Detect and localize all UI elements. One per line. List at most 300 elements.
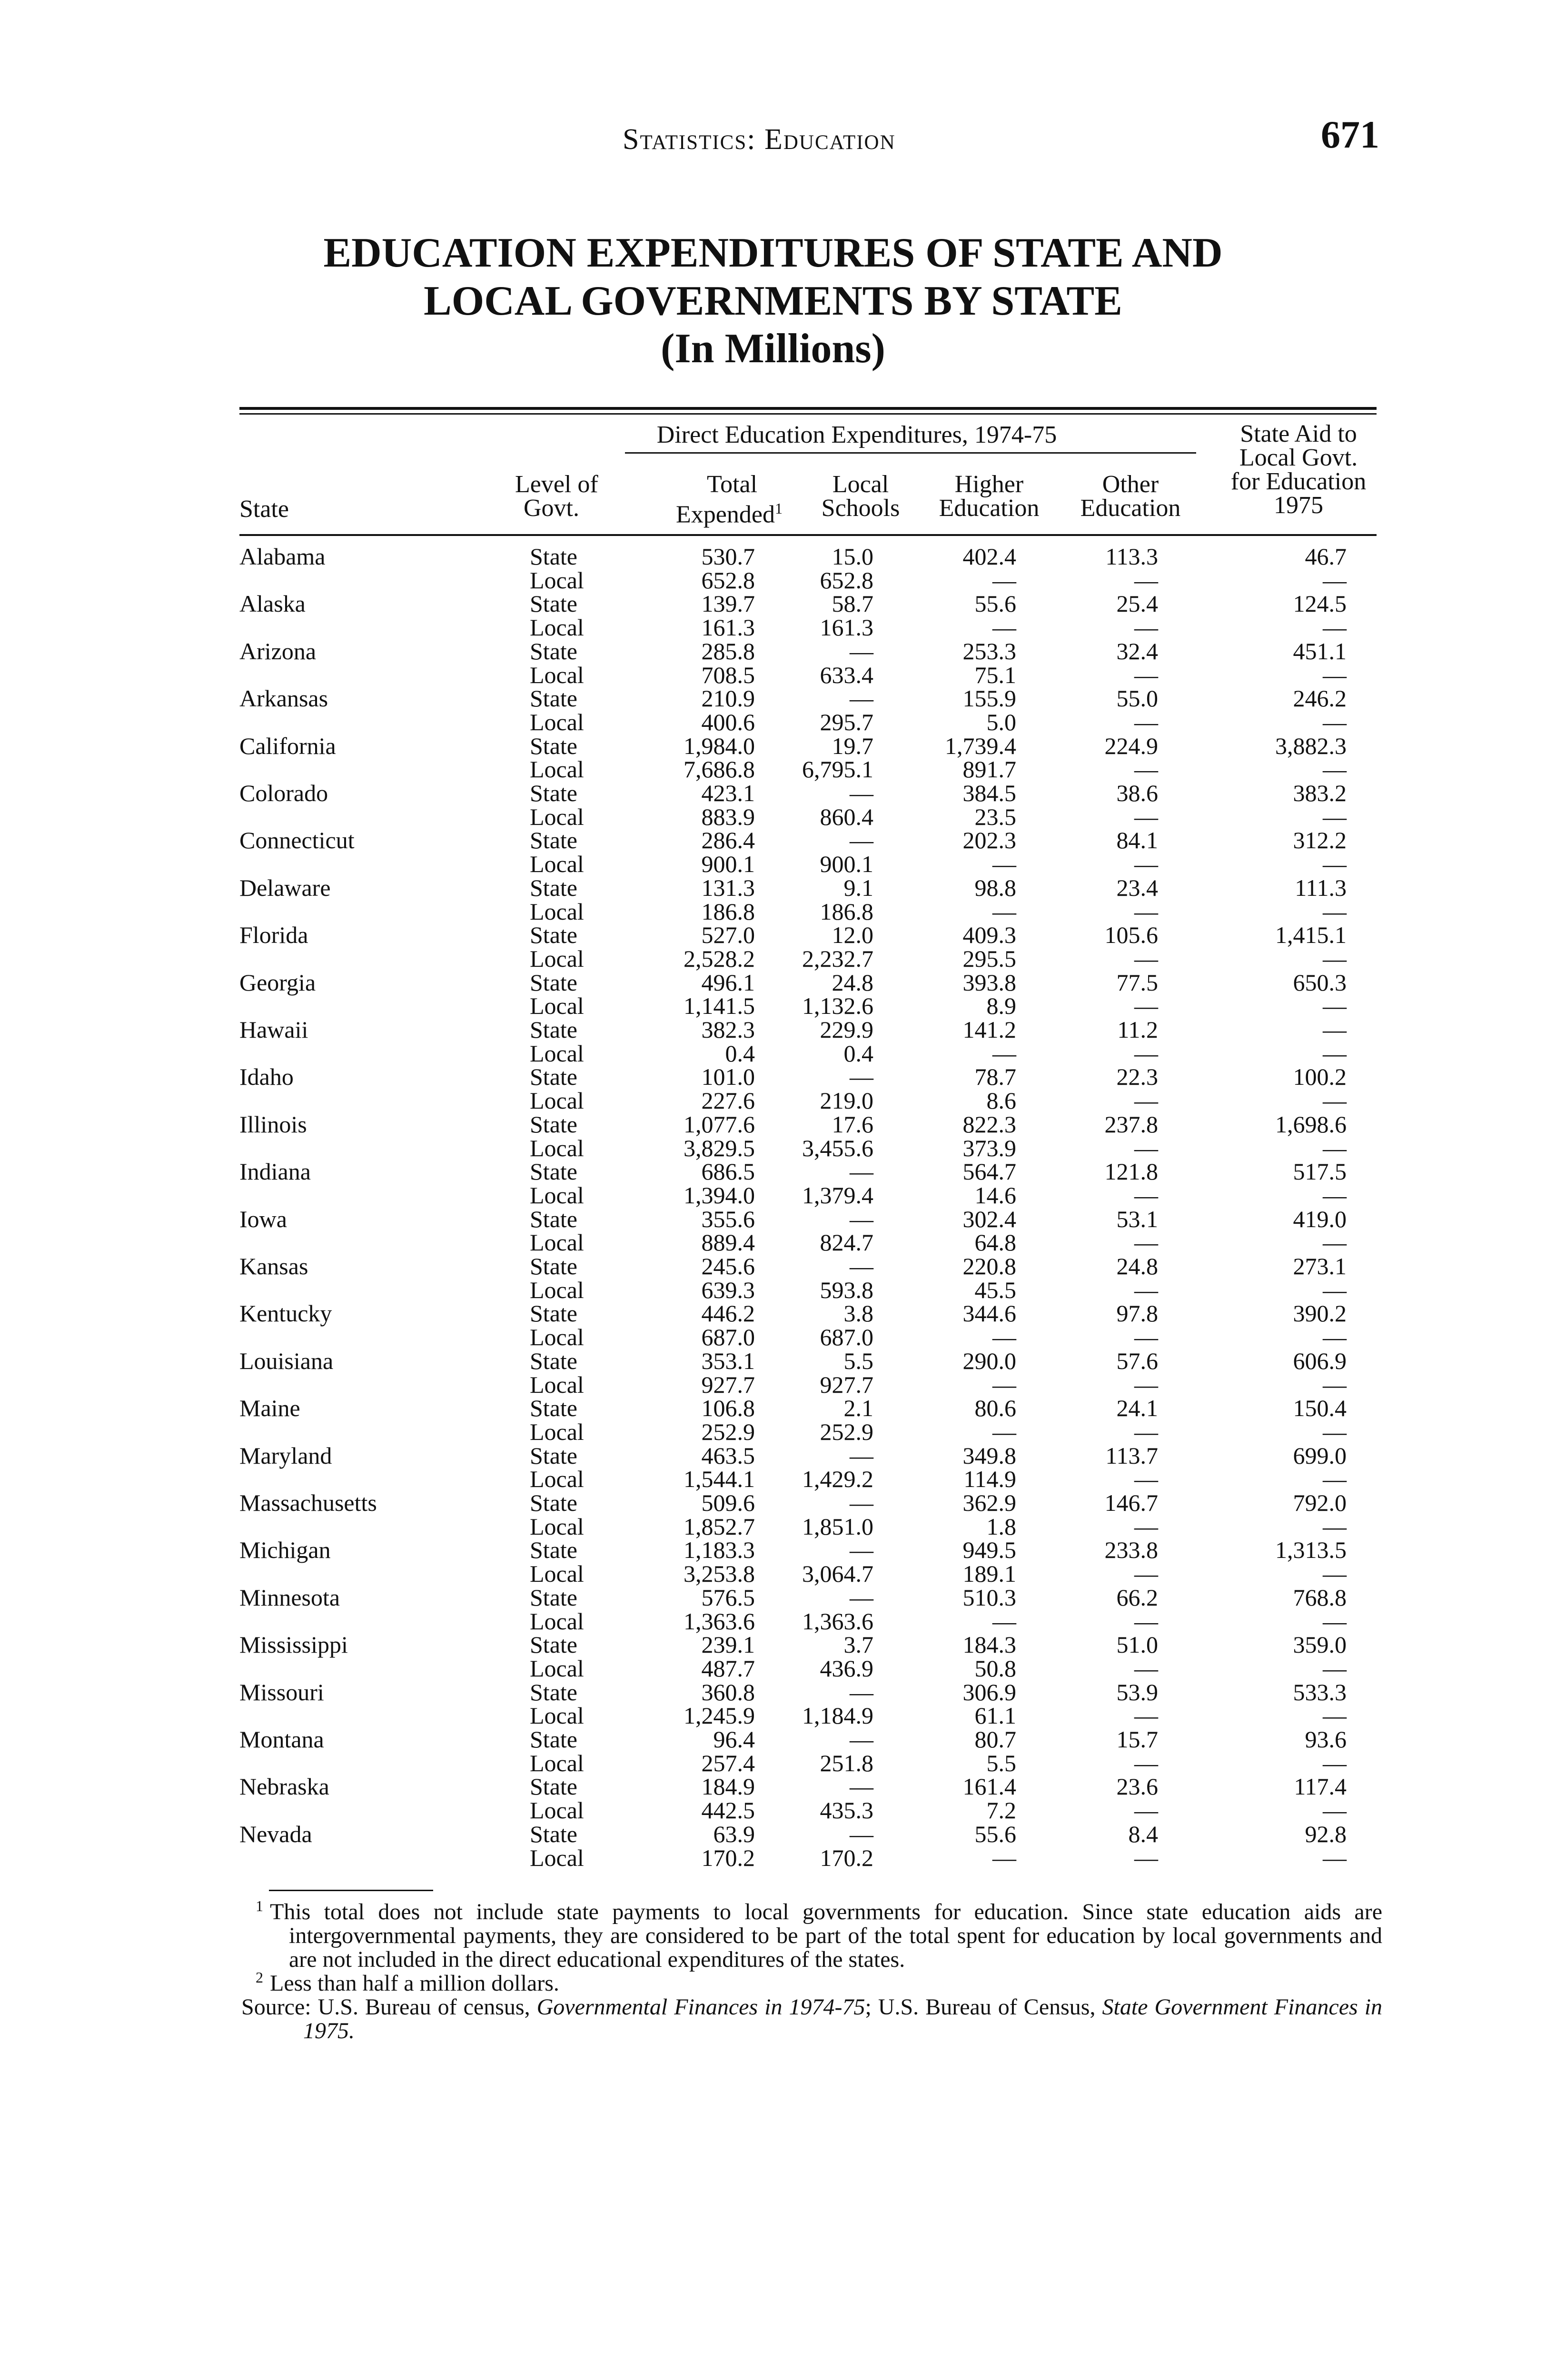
page-title-line2: LOCAL GOVERNMENTS BY STATE: [424, 278, 1122, 324]
local-schools: 633.4: [820, 661, 873, 688]
local-schools: 9.1: [843, 874, 873, 901]
local-schools: —: [850, 1537, 873, 1564]
local-schools: 58.7: [832, 590, 873, 617]
state-aid: —: [1323, 1324, 1347, 1351]
other-education: 84.1: [1116, 827, 1158, 854]
higher-education: 349.8: [962, 1442, 1016, 1469]
source-label: Source: U.S. Bureau of census,: [241, 1994, 530, 2020]
higher-education: 362.9: [962, 1489, 1016, 1516]
table-row: [0, 1846, 1546, 1870]
state-aid: —: [1323, 1607, 1347, 1635]
total-expended: 2,528.2: [684, 945, 755, 972]
table-row: [0, 1396, 1546, 1420]
state-aid: —: [1323, 1016, 1347, 1043]
total-expended: 239.1: [701, 1631, 755, 1658]
local-schools: 2,232.7: [802, 945, 873, 972]
level-of-govt: State: [530, 1631, 577, 1658]
higher-education: 306.9: [962, 1678, 1016, 1706]
other-education: 57.6: [1116, 1347, 1158, 1374]
higher-education: 80.6: [974, 1395, 1016, 1422]
local-schools: 687.0: [820, 1324, 873, 1351]
footnote-ref-1: 1: [774, 500, 783, 517]
total-expended: 186.8: [701, 898, 755, 925]
total-expended: 286.4: [701, 827, 755, 854]
table-row: [0, 1609, 1546, 1633]
local-schools: 435.3: [820, 1797, 873, 1824]
total-expended: 257.4: [701, 1749, 755, 1776]
higher-education: —: [992, 566, 1016, 594]
local-schools: 252.9: [820, 1418, 873, 1445]
level-of-govt: State: [530, 1063, 577, 1091]
total-expended: 927.7: [701, 1371, 755, 1398]
level-of-govt: Local: [530, 1749, 584, 1776]
table-row: [0, 686, 1546, 710]
higher-education: 189.1: [962, 1560, 1016, 1587]
state-aid: 92.8: [1305, 1820, 1347, 1847]
state-name: Nebraska: [239, 1773, 329, 1800]
total-expended: 139.7: [701, 590, 755, 617]
higher-education: 45.5: [974, 1276, 1016, 1303]
local-schools: 5.5: [843, 1347, 873, 1374]
header-other-line2: Education: [1080, 495, 1181, 522]
total-expended: 883.9: [701, 803, 755, 830]
total-expended: 106.8: [701, 1395, 755, 1422]
other-education: —: [1134, 1134, 1158, 1161]
state-aid: 517.5: [1293, 1158, 1347, 1185]
other-education: —: [1134, 1229, 1158, 1256]
state-aid: 650.3: [1293, 969, 1347, 996]
higher-education: 64.8: [974, 1229, 1016, 1256]
total-expended: 0.4: [725, 1040, 755, 1067]
state-aid: 124.5: [1293, 590, 1347, 617]
other-education: 113.7: [1105, 1442, 1158, 1469]
local-schools: 900.1: [820, 851, 873, 878]
state-aid: —: [1323, 1040, 1347, 1067]
local-schools: —: [850, 1584, 873, 1611]
state-aid: 451.1: [1293, 637, 1347, 664]
other-education: —: [1134, 1607, 1158, 1635]
table-row: [0, 1065, 1546, 1089]
table-row: [0, 1325, 1546, 1349]
other-education: 8.4: [1128, 1820, 1158, 1847]
state-aid: 768.8: [1293, 1584, 1347, 1611]
level-of-govt: State: [530, 732, 577, 759]
higher-education: 384.5: [962, 780, 1016, 806]
higher-education: 141.2: [962, 1016, 1016, 1043]
other-education: —: [1134, 1040, 1158, 1067]
total-expended: 509.6: [701, 1489, 755, 1516]
total-expended: 487.7: [701, 1655, 755, 1682]
other-education: 24.1: [1116, 1395, 1158, 1422]
level-of-govt: Local: [530, 851, 584, 878]
source-mid: ; U.S. Bureau of Census,: [865, 1994, 1096, 2020]
footnote-2-text: Less than half a million dollars.: [270, 1971, 559, 1996]
header-local-line1: Local: [832, 471, 889, 498]
table-row: [0, 1467, 1546, 1491]
header-group-rule: [625, 452, 1196, 454]
higher-education: 55.6: [974, 1820, 1016, 1847]
local-schools: —: [850, 1489, 873, 1516]
local-schools: 1,363.6: [802, 1607, 873, 1635]
state-aid: 383.2: [1293, 780, 1347, 806]
higher-education: 295.5: [962, 945, 1016, 972]
total-expended: 1,245.9: [684, 1702, 755, 1729]
footnote-2-mark: 2: [256, 1969, 263, 1986]
level-of-govt: State: [530, 1205, 577, 1232]
level-of-govt: State: [530, 1253, 577, 1279]
level-of-govt: Local: [530, 1560, 584, 1587]
state-name: Indiana: [239, 1158, 311, 1185]
level-of-govt: Local: [530, 1607, 584, 1635]
total-expended: 686.5: [701, 1158, 755, 1185]
total-expended: 1,183.3: [684, 1537, 755, 1564]
total-expended: 527.0: [701, 922, 755, 949]
total-expended: 1,544.1: [684, 1466, 755, 1493]
level-of-govt: State: [530, 1347, 577, 1374]
table-row: [0, 568, 1546, 592]
state-aid: 273.1: [1293, 1253, 1347, 1279]
local-schools: 0.4: [843, 1040, 873, 1067]
local-schools: 1,379.4: [802, 1181, 873, 1209]
state-aid: 3,882.3: [1275, 732, 1347, 759]
state-aid: 1,415.1: [1275, 922, 1347, 949]
level-of-govt: Local: [530, 756, 584, 783]
total-expended: 161.3: [701, 614, 755, 641]
total-expended: 1,363.6: [684, 1607, 755, 1635]
total-expended: 3,253.8: [684, 1560, 755, 1587]
header-total-line1: Total: [706, 471, 758, 498]
header-aid-line2: Local Govt.: [1239, 444, 1358, 471]
level-of-govt: State: [530, 969, 577, 996]
state-aid: —: [1323, 756, 1347, 783]
table-row: [0, 1562, 1546, 1586]
total-expended: 382.3: [701, 1016, 755, 1043]
other-education: —: [1134, 1181, 1158, 1209]
local-schools: 161.3: [820, 614, 873, 641]
level-of-govt: Local: [530, 945, 584, 972]
higher-education: 14.6: [974, 1181, 1016, 1209]
local-schools: 219.0: [820, 1087, 873, 1114]
total-expended: 63.9: [713, 1820, 755, 1847]
state-name: Florida: [239, 922, 308, 949]
local-schools: 6,795.1: [802, 756, 873, 783]
level-of-govt: Local: [530, 1134, 584, 1161]
top-rule-thick: [239, 407, 1377, 410]
state-aid: 246.2: [1293, 685, 1347, 712]
higher-education: —: [992, 1324, 1016, 1351]
table-row: [0, 734, 1546, 758]
state-aid: 390.2: [1293, 1300, 1347, 1327]
level-of-govt: State: [530, 1773, 577, 1800]
total-expended: 652.8: [701, 566, 755, 594]
other-education: 97.8: [1116, 1300, 1158, 1327]
level-of-govt: State: [530, 1442, 577, 1469]
other-education: 15.7: [1116, 1726, 1158, 1753]
other-education: 53.9: [1116, 1678, 1158, 1706]
state-aid: —: [1323, 1181, 1347, 1209]
total-expended: 1,141.5: [684, 992, 755, 1020]
other-education: 224.9: [1104, 732, 1158, 759]
table-row: [0, 1373, 1546, 1397]
other-education: 233.8: [1104, 1537, 1158, 1564]
header-bottom-rule: [239, 534, 1377, 536]
footnote-1-mark: 1: [256, 1897, 263, 1914]
local-schools: 1,851.0: [802, 1513, 873, 1540]
header-aid-line4: 1975: [1274, 492, 1323, 519]
state-name: Minnesota: [239, 1584, 340, 1611]
state-aid: —: [1323, 566, 1347, 594]
table-row: [0, 1089, 1546, 1112]
state-name: Georgia: [239, 969, 316, 996]
level-of-govt: State: [530, 1584, 577, 1611]
level-of-govt: Local: [530, 1466, 584, 1493]
footnote-1-text: This total does not include state payments to local governments for education. Since state education aids are intergovernmental payments, they are considered to be part of the total spent for education by local governments and are not included in the direct educational expenditures of the states.: [270, 1899, 1382, 1972]
table-row: [0, 757, 1546, 781]
level-of-govt: Local: [530, 1276, 584, 1303]
local-schools: 3,455.6: [802, 1134, 873, 1161]
state-name: Colorado: [239, 780, 328, 806]
total-expended: 1,852.7: [684, 1513, 755, 1540]
other-education: —: [1134, 1324, 1158, 1351]
table-row: [0, 1515, 1546, 1538]
higher-education: 402.4: [962, 543, 1016, 570]
table-row: [0, 1751, 1546, 1775]
level-of-govt: Local: [530, 614, 584, 641]
higher-education: 220.8: [962, 1253, 1016, 1279]
local-schools: —: [850, 780, 873, 806]
state-aid: —: [1323, 1276, 1347, 1303]
header-direct-expenditures: Direct Education Expenditures, 1974-75: [656, 421, 1057, 448]
higher-education: —: [992, 1844, 1016, 1871]
higher-education: 61.1: [974, 1702, 1016, 1729]
state-aid: 100.2: [1293, 1063, 1347, 1091]
level-of-govt: Local: [530, 1229, 584, 1256]
level-of-govt: Local: [530, 1087, 584, 1114]
header-total-line2: [676, 496, 783, 527]
table-row: [0, 852, 1546, 876]
higher-education: 114.9: [963, 1466, 1016, 1493]
level-of-govt: State: [530, 827, 577, 854]
state-aid: —: [1323, 1797, 1347, 1824]
source-note: [241, 1995, 1382, 2043]
page-number: 671: [1321, 113, 1379, 156]
higher-education: 373.9: [962, 1134, 1016, 1161]
state-aid: —: [1323, 1749, 1347, 1776]
total-expended: 252.9: [701, 1418, 755, 1445]
table-row: [0, 1112, 1546, 1136]
level-of-govt: Local: [530, 708, 584, 735]
other-education: —: [1134, 992, 1158, 1020]
higher-education: 98.8: [974, 874, 1016, 901]
total-expended: 245.6: [701, 1253, 755, 1279]
higher-education: 7.2: [986, 1797, 1016, 1824]
other-education: 51.0: [1116, 1631, 1158, 1658]
local-schools: 593.8: [820, 1276, 873, 1303]
table-row: [0, 1254, 1546, 1278]
local-schools: 652.8: [820, 566, 873, 594]
state-aid: 312.2: [1293, 827, 1347, 854]
table-row: [0, 1798, 1546, 1822]
level-of-govt: Local: [530, 566, 584, 594]
total-expended: 496.1: [701, 969, 755, 996]
level-of-govt: State: [530, 1489, 577, 1516]
state-name: Montana: [239, 1726, 324, 1753]
state-name: Alabama: [239, 543, 326, 570]
other-education: —: [1134, 1655, 1158, 1682]
header-higher-line1: Higher: [954, 471, 1024, 498]
level-of-govt: State: [530, 1678, 577, 1706]
higher-education: 409.3: [962, 922, 1016, 949]
total-expended: 708.5: [701, 661, 755, 688]
table-row: [0, 947, 1546, 971]
state-aid: —: [1323, 1371, 1347, 1398]
level-of-govt: Local: [530, 1844, 584, 1871]
other-education: —: [1134, 1749, 1158, 1776]
table-row: [0, 1349, 1546, 1373]
total-expended: 355.6: [701, 1205, 755, 1232]
running-head: Statistics: Education: [623, 123, 896, 156]
header-aid-line1: State Aid to: [1240, 420, 1357, 447]
header-level-line1: Level of: [515, 471, 598, 498]
local-schools: —: [850, 1442, 873, 1469]
level-of-govt: State: [530, 590, 577, 617]
table-row: [0, 1278, 1546, 1302]
total-expended: 639.3: [701, 1276, 755, 1303]
other-education: —: [1134, 1418, 1158, 1445]
table-row: [0, 1822, 1546, 1846]
total-expended: 576.5: [701, 1584, 755, 1611]
higher-education: 1.8: [986, 1513, 1016, 1540]
table-row: [0, 1727, 1546, 1751]
local-schools: 251.8: [820, 1749, 873, 1776]
header-higher-line2: Education: [939, 495, 1040, 522]
state-aid: 419.0: [1293, 1205, 1347, 1232]
table-row: [0, 1136, 1546, 1160]
table-row: [0, 1301, 1546, 1325]
level-of-govt: State: [530, 922, 577, 949]
total-expended: 400.6: [701, 708, 755, 735]
other-education: —: [1134, 1844, 1158, 1871]
table-row: [0, 1538, 1546, 1562]
higher-education: 23.5: [974, 803, 1016, 830]
state-aid: —: [1323, 1134, 1347, 1161]
other-education: 55.0: [1116, 685, 1158, 712]
other-education: —: [1134, 1087, 1158, 1114]
state-name: Hawaii: [239, 1016, 308, 1043]
state-name: Arizona: [239, 637, 317, 664]
other-education: —: [1134, 898, 1158, 925]
total-expended: 889.4: [701, 1229, 755, 1256]
level-of-govt: State: [530, 1537, 577, 1564]
footnotes: [241, 1897, 1383, 2043]
level-of-govt: State: [530, 1111, 577, 1138]
state-aid: —: [1323, 1466, 1347, 1493]
table-row: [0, 1183, 1546, 1207]
local-schools: —: [850, 1063, 873, 1091]
total-expended: 3,829.5: [684, 1134, 755, 1161]
level-of-govt: State: [530, 1395, 577, 1422]
page-title-line1: EDUCATION EXPENDITURES OF STATE AND: [323, 230, 1223, 276]
footnote-rule: [269, 1890, 433, 1891]
table-row: [0, 1633, 1546, 1656]
level-of-govt: State: [530, 1726, 577, 1753]
state-aid: 46.7: [1305, 543, 1347, 570]
other-education: —: [1134, 851, 1158, 878]
state-aid: —: [1323, 992, 1347, 1020]
state-aid: —: [1323, 1655, 1347, 1682]
level-of-govt: Local: [530, 1513, 584, 1540]
state-name: Michigan: [239, 1537, 331, 1564]
table-row: [0, 1018, 1546, 1041]
state-aid: 533.3: [1293, 1678, 1347, 1706]
level-of-govt: State: [530, 1158, 577, 1185]
top-rule-thin: [239, 413, 1377, 415]
higher-education: 75.1: [974, 661, 1016, 688]
level-of-govt: Local: [530, 1418, 584, 1445]
higher-education: 822.3: [962, 1111, 1016, 1138]
other-education: —: [1134, 1513, 1158, 1540]
total-expended: 530.7: [701, 543, 755, 570]
state-name: Mississippi: [239, 1631, 348, 1658]
local-schools: 1,184.9: [802, 1702, 873, 1729]
other-education: 22.3: [1116, 1063, 1158, 1091]
local-schools: —: [850, 1773, 873, 1800]
state-name: Massachusetts: [239, 1489, 377, 1516]
state-aid: 359.0: [1293, 1631, 1347, 1658]
higher-education: —: [992, 1418, 1016, 1445]
state-name: Arkansas: [239, 685, 328, 712]
table-row: [0, 923, 1546, 947]
state-aid: —: [1323, 803, 1347, 830]
local-schools: —: [850, 1820, 873, 1847]
state-name: Kansas: [239, 1253, 308, 1279]
other-education: —: [1134, 1702, 1158, 1729]
level-of-govt: State: [530, 543, 577, 570]
state-name: California: [239, 732, 336, 759]
state-aid: —: [1323, 708, 1347, 735]
table-row: [0, 1230, 1546, 1254]
level-of-govt: Local: [530, 803, 584, 830]
total-expended: 285.8: [701, 637, 755, 664]
total-expended: 900.1: [701, 851, 755, 878]
state-aid: —: [1323, 1560, 1347, 1587]
total-expended: 687.0: [701, 1324, 755, 1351]
total-expended: 353.1: [701, 1347, 755, 1374]
other-education: 23.6: [1116, 1773, 1158, 1800]
level-of-govt: Local: [530, 1702, 584, 1729]
level-of-govt: Local: [530, 661, 584, 688]
local-schools: 229.9: [820, 1016, 873, 1043]
total-expended: 96.4: [713, 1726, 755, 1753]
level-of-govt: Local: [530, 1040, 584, 1067]
table-row: [0, 710, 1546, 734]
table-row: [0, 1207, 1546, 1231]
local-schools: 1,429.2: [802, 1466, 873, 1493]
other-education: 105.6: [1104, 922, 1158, 949]
state-aid: 117.4: [1294, 1773, 1347, 1800]
other-education: 25.4: [1116, 590, 1158, 617]
local-schools: 24.8: [832, 969, 873, 996]
higher-education: 50.8: [974, 1655, 1016, 1682]
other-education: 38.6: [1116, 780, 1158, 806]
state-aid: 93.6: [1305, 1726, 1347, 1753]
other-education: —: [1134, 614, 1158, 641]
total-expended: 170.2: [701, 1844, 755, 1871]
higher-education: —: [992, 1607, 1016, 1635]
other-education: 113.3: [1105, 543, 1158, 570]
state-aid: 1,698.6: [1275, 1111, 1347, 1138]
state-aid: 699.0: [1293, 1442, 1347, 1469]
